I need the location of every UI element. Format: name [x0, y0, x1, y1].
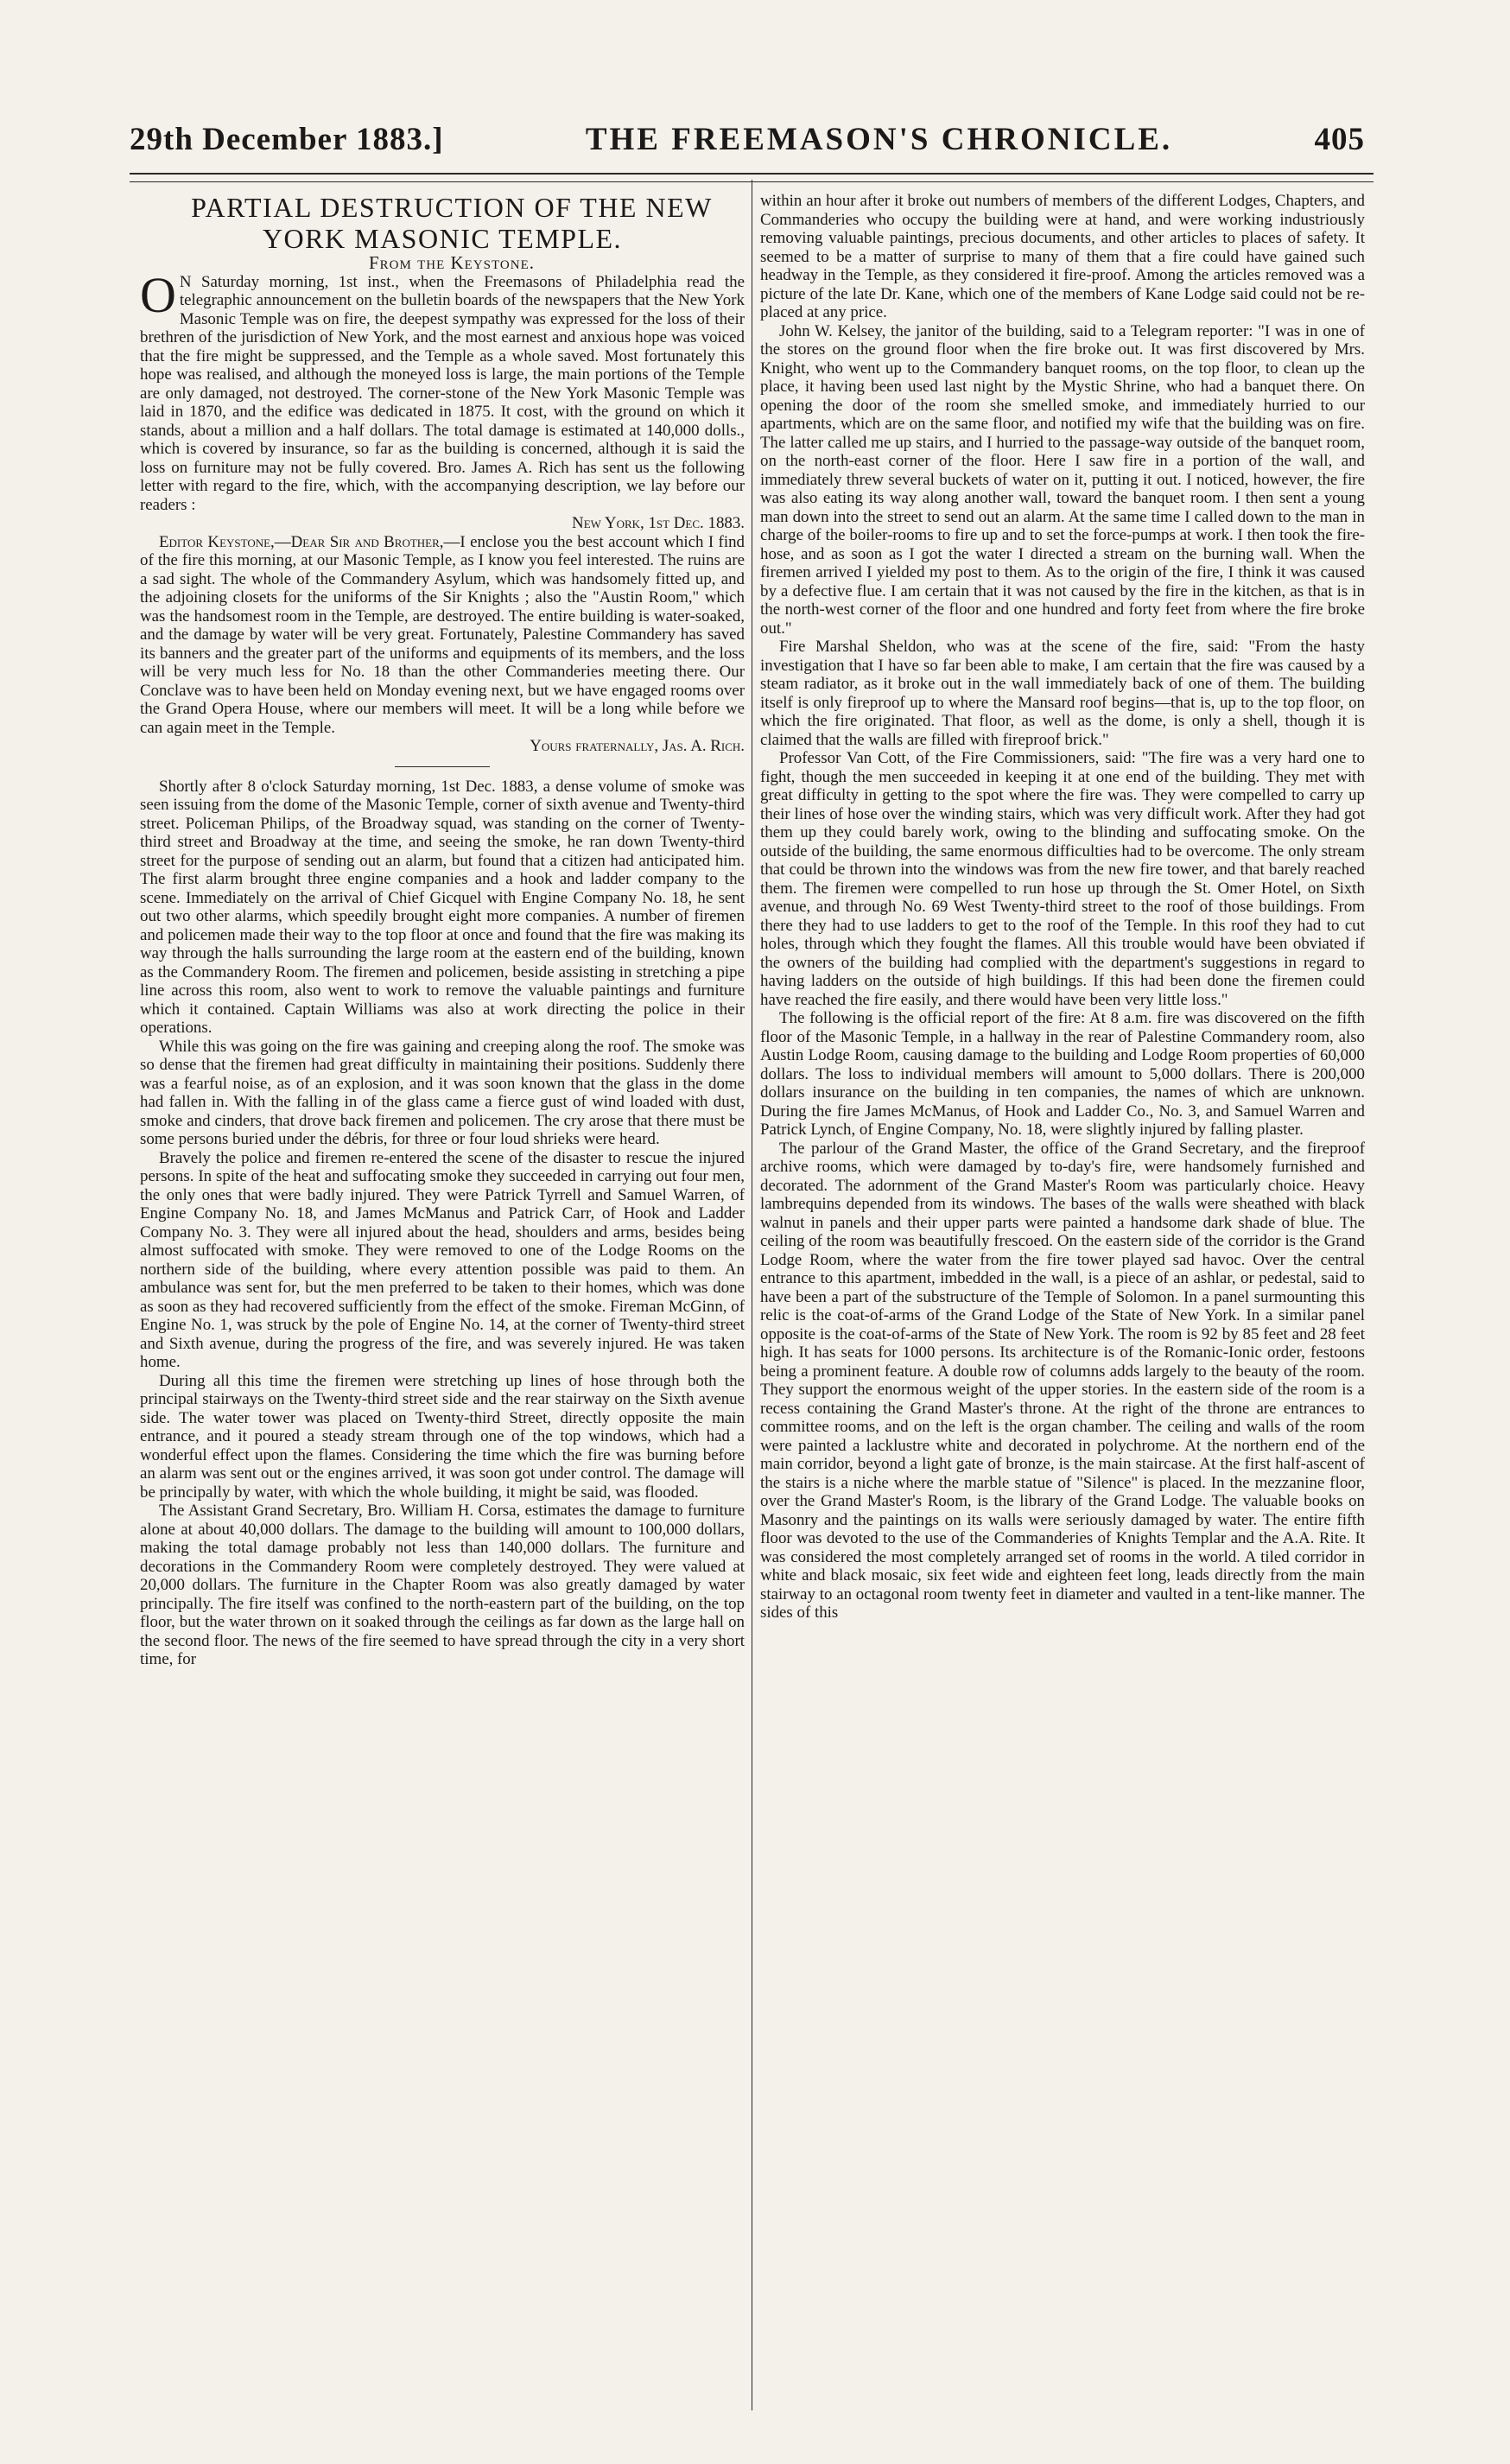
body-paragraph: During all this time the firemen were stretching up lines of hose through both the principal stairways on the Twenty-third street side and the rear stairway on the Sixth avenue side. The water tower was placed on Twenty-third Street, directly opposite the main entrance, and it poured a steady stream through one of the top windows, which had a wonderful effect upon the flames. Considering the time which the fire was burning before an alarm was sent out or the engines arrived, it was soon got under control. The damage will be principally by water, with which the whole building, it might be said, was flooded. — [140, 1371, 745, 1502]
section-rule — [395, 766, 490, 767]
letter-dateline: New York, 1st Dec. 1883. — [572, 514, 745, 532]
intro-text: N Saturday morning, 1st inst., when the Freemasons of Philadelphia read the telegraphic announcement on the bulletin boards of the newspapers that the New York Masonic Temple was on fire, the deepest sympathy was expressed for the loss of their brethren of the jurisdiction of New York, and the most earnest and anxious hope was voiced that the fire might be suppressed, and the Temple as a whole saved. Most fortunately this hope was realised, and although the moneyed loss is large, the main portions of the Temple are only damaged, not destroyed. The corner-stone of the New York Masonic Temple was laid in 1870, and the edifice was dedicated in 1875. It cost, with the ground on which it stands, about a million and a half dollars. The total damage is estimated at 140,000 dolls., which is covered by insurance, so far as the building is concerned, although it is said the loss on furniture may not be fully covered. Bro. James A. Rich has sent us the following letter with regard to the fire, which, with the accompanying description, we lay before our readers : — [140, 272, 745, 514]
drop-cap: O — [140, 266, 176, 323]
body-paragraph: The following is the official report of the fire: At 8 a.m. fire was discovered on the fifth floor of the Masonic Temple, in a hallway in the rear of Palestine Commandery room, also Austin Lodge Room, causing damage to the building and Lodge Room properties of 60,000 dollars. The loss to individual members will amount to 5,000 dollars. There is 200,000 dollars insurance on the building in ten companies, the names of which are unknown. During the fire James McManus, of Hook and Ladder Co., No. 3, and Samuel Warren and Patrick Lynch, of Engine Company, No. 18, were slightly injured by falling plaster. — [760, 1009, 1365, 1139]
letter-signoff: Yours fraternally, Jas. A. Rich. — [530, 737, 745, 755]
right-column — [760, 192, 1365, 2410]
body-paragraph: While this was going on the fire was gaining and creeping along the roof. The smoke was so dense that the firemen had great difficulty in maintaining their positions. Suddenly there was a fearful noise, as of an explosion, and it was soon known that the glass in the dome had fallen in. With the falling in of the glass came a fierce gust of wind loaded with dust, smoke and cinders, that drove back firemen and policemen. The cry arose that there must be some persons buried under the débris, for three or four loud shrieks were heard. — [140, 1037, 745, 1148]
header-title: THE FREEMASON'S CHRONICLE. — [585, 122, 1173, 157]
body-paragraph: The parlour of the Grand Master, the office of the Grand Secretary, and the fireproof archive rooms, which were damaged by to-day's fire, were handsomely furnished and decorated. The adornment of the Grand Master's Room was particularly choice. Heavy lambrequins depended from its windows. The bases of the walls were sheathed with black walnut in panels and their upper parts were painted a handsome dark shade of blue. The ceiling of the room was beautifully frescoed. On the eastern side of the corridor is the Grand Lodge Room, where the water from the fire tower played sad havoc. Over the central entrance to this apartment, imbedded in the wall, is a piece of an ashlar, or pedestal, said to have been a part of the substructure of the Temple of Solomon. In a panel surmounting this relic is the coat-of-arms of the Grand Lodge of the State of New York. In a similar panel opposite is the coat-of-arms of the State of New York. The room is 92 by 85 feet and 28 feet high. It has seats for 1000 persons. Its architecture is of the Romanic-Ionic order, festoons being a prominent feature. A double row of columns adds largely to the beauty of the room. They support the enormous weight of the upper stories. In the eastern side of the room is a recess containing the Grand Master's throne. At the right of the throne are entrances to committee rooms, and on the left is the organ chamber. The ceiling and walls of the room were painted a lacklustre white and decorated in polychrome. At the northern end of the main corridor, beyond a light gate of bronze, is the main staircase. At the first half-ascent of the stairs is a niche where the marble statue of "Silence" is placed. In the mezzanine floor, over the Grand Master's Room, is the library of the Grand Lodge. The valuable books on Masonry and the paintings on its walls were seriously damaged by water. The entire fifth floor was devoted to the use of the Commanderies of Knights Templar and the A.A. Rite. It was considered the most completely arranged set of rooms in the world. A tiled corridor in white and black mosaic, six feet wide and eighteen feet long, leads directly from the main stairway to an octagonal room twenty feet in diameter and vaulted in a tent-like manner. The sides of this — [760, 1139, 1365, 1622]
body-paragraph: Professor Van Cott, of the Fire Commissioners, said: "The fire was a very hard one to fight, though the men succeeded in keeping it at one end of the building. They met with great difficulty in getting to the spot where the fire was. They were compelled to carry up their lines of hose over the winding stairs, which was very difficult work. After they had got them up they could barely work, owing to the blinding and suffocating smoke. On the outside of the building, the same enormous difficulties had to be overcome. The only stream that could be thrown into the windows was from the new fire tower, and that barely reached them. The firemen were compelled to run hose up through the St. Omer Hotel, on Sixth avenue, and through No. 69 West Twenty-third street to the roof of those buildings. From there they had to use ladders to get to the roof of the Temple. In this roof they had to cut holes, through which they fought the flames. All this trouble would have been obviated if the owners of the building had complied with the department's suggestions in regard to having ladders on the outside of high buildings. If this had been done the firemen could have reached the fire easily, and there would have been very little loss." — [760, 749, 1365, 1009]
body-paragraph: The Assistant Grand Secretary, Bro. William H. Corsa, estimates the damage to furniture alone at about 40,000 dollars. The damage to the building will amount to 100,000 dollars, making the total damage probably not less than 140,000 dollars. The furniture and decorations in the Commandery Room were completely destroyed. They were valued at 20,000 dollars. The furniture in the Chapter Room was also greatly damaged by water principally. The fire itself was confined to the north-eastern part of the building, on the top floor, but the water thrown on it soaked through the ceilings as far down as the large hall on the second floor. The news of the fire seemed to have spread through the city in a very short time, for — [140, 1502, 745, 1668]
letter-salutation: Editor Keystone,—Dear Sir and Brother, — [159, 532, 444, 551]
body-paragraph: John W. Kelsey, the janitor of the building, said to a Telegram reporter: "I was in one of the stores on the ground floor when the fire broke out. It was first discovered by Mrs. Knight, who went up to the Commandery banquet rooms, on the top floor, to clean up the place, it having been used last night by the Mystic Shrine, who had a banquet there. On opening the door of the room she smelled smoke, and immediately hurried to our apartments, which are on the same floor, and notified my wife that the building was on fire. The latter called me up stairs, and I hurried to the passage-way outside of the banquet room, on the north-east corner of the floor. Here I saw fire in a portion of the wall, and immediately threw several buckets of water on it, putting it out. I noticed, however, the fire was also eating its way along another wall, toward the banquet room. I then sent a young man down into the street to send out an alarm. At the same time I called down to the man in charge of the boiler-rooms to fire up and to set the force-pumps at work. I then took the fire-hose, and as soon as I got the water I directed a stream on the burning wall. When the firemen arrived I yielded my post to them. As to the origin of the fire, I think it was caused by a defective flue. I am certain that it was not caused by the fire in the kitchen, as that is in the north-west corner of the floor and one hundred and forty feet from where the fire broke out." — [760, 321, 1365, 638]
body-paragraph: within an hour after it broke out numbers of members of the different Lodges, Chapters, and Commanderies who occupy the building were at hand, and were working industriously removing valuable paintings, precious documents, and other articles to places of safety. It seemed to be a matter of surprise to many of them that a fire could have gained such headway in the Temple, as they considered it fire-proof. Among the articles removed was a picture of the late Dr. Kane, which one of the members of Kane Lodge said could not be re-placed at any price. — [760, 192, 1365, 321]
page-header — [130, 121, 1365, 173]
body-paragraph: Fire Marshal Sheldon, who was at the scene of the fire, said: "From the hasty investigation that I have so far been able to make, I am certain that the fire was caused by a steam radiator, as it broke out in the wall immediately back of one of them. The building itself is only fireproof up to where the Mansard roof begins—that is, up to the top floor, on which the fire originated. That floor, as well as the dome, is only a shell, though it is claimed that the walls are filled with fireproof brick." — [760, 638, 1365, 749]
left-body — [140, 778, 745, 1669]
letter-paragraph — [140, 533, 745, 738]
article-title: PARTIAL DESTRUCTION OF THE NEW YORK MASONIC TEMPLE. — [191, 192, 713, 254]
page-number: 405 — [1314, 122, 1365, 157]
left-column — [140, 192, 745, 2410]
header-date: 29th December 1883.] — [130, 122, 444, 157]
letter-body: —I enclose you the best account which I find of the fire this morning, at our Masonic Temple, as I know you feel interested. The ruins are a sad sight. The whole of the Commandery Asylum, which was handsomely fitted up, and the adjoining closets for the uniforms of the Sir Knights ; also the "Austin Room," which was the handsomest room in the Temple, are destroyed. The entire building is water-soaked, and the damage by water will be very great. Fortunately, Palestine Commandery has saved its banners and the greater part of the uniforms and equipments of its members, and the loss will be very much less for No. 18 than the other Commanderies meeting there. Our Conclave was to have been held on Monday evening next, but we have engaged rooms over the Grand Opera House, where our members will meet. It will be a long while before we can again meet in the Temple. — [140, 532, 745, 737]
body-paragraph: Shortly after 8 o'clock Saturday morning, 1st Dec. 1883, a dense volume of smoke was seen issuing from the dome of the Masonic Temple, corner of sixth avenue and Twenty-third street. Policeman Philips, of the Broadway squad, was standing on the corner of Twenty-third street and Broadway at the time, and seeing the smoke, he ran down Twenty-third street for the purpose of sending out an alarm, but found that a citizen had anticipated him. The first alarm brought three engine companies and a hook and ladder company to the scene. Immediately on the arrival of Chief Gicquel with Engine Company No. 18, he sent out two other alarms, which speedily brought eight more companies. A number of firemen and policemen made their way to the top floor at once and found that the fire was making its way through the halls surrounding the large room at the eastern end of the building, known as the Commandery Room. The firemen and policemen, beside assisting in stretching a pipe line across this room, also went to work to remove the valuable paintings and furniture which it contained. Captain Williams was also at work directing the police in their operations. — [140, 777, 745, 1037]
body-paragraph: Bravely the police and firemen re-entered the scene of the disaster to rescue the injured persons. In spite of the heat and suffocating smoke they succeeded in carrying out four men, the only ones that were badly injured. They were Patrick Tyrrell and Samuel Warren, of Engine Company No. 18, and James McManus and Patrick Carr, of Hook and Ladder Company No. 3. They were all injured about the head, shoulders and arms, besides being almost suffocated with smoke. They were removed to one of the Lodge Rooms on the northern side of the building, where every attention possible was paid to them. An ambulance was sent for, but the men preferred to be taken to their homes, which was done as soon as they had recovered sufficiently from the effect of the smoke. Fireman McGinn, of Engine No. 1, was struck by the pole of Engine No. 14, at the corner of Twenty-third street and Sixth avenue, during the progress of the fire, and was severely injured. He was taken home. — [140, 1148, 745, 1371]
article-byline: From the Keystone. — [369, 252, 535, 273]
intro-paragraph — [140, 266, 745, 515]
right-body — [760, 192, 1365, 1623]
